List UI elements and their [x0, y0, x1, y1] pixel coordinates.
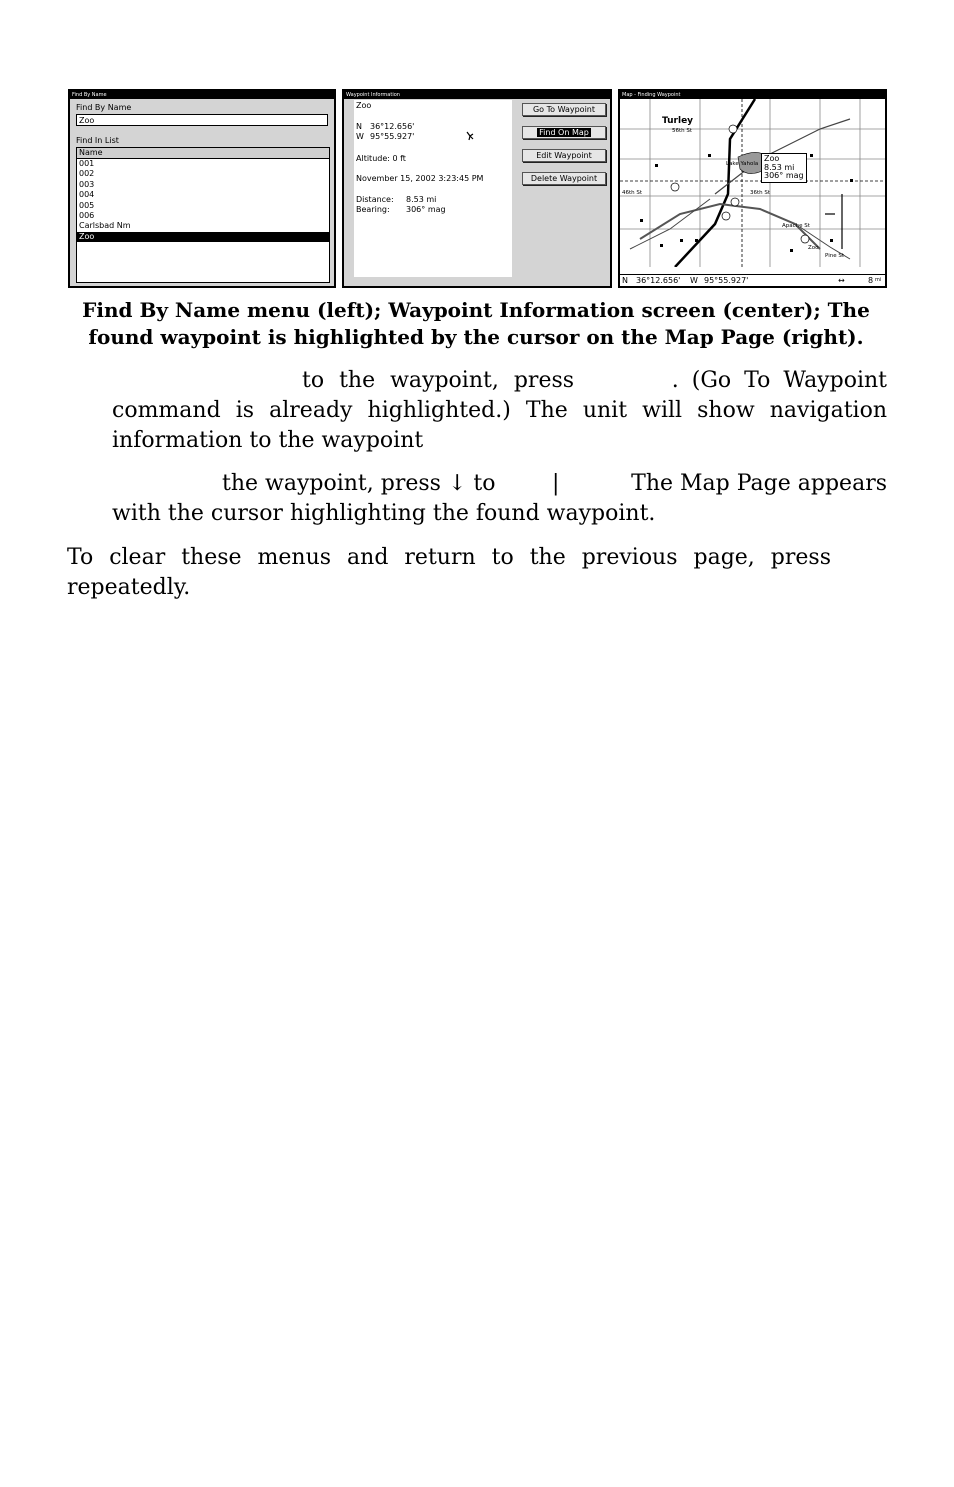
status-n: N [622, 276, 628, 285]
status-latitude: 36°12.656' [636, 276, 681, 285]
street-label: 56th St [672, 128, 693, 134]
list-header: Name [77, 148, 329, 159]
find-in-list-label: Find In List [76, 136, 119, 145]
street-label: Apache St [782, 223, 810, 229]
list-item[interactable]: 001 [79, 159, 95, 168]
street-label: 46th St [622, 190, 643, 196]
street-label: 36th St [750, 190, 771, 196]
waypoint-list [76, 147, 330, 283]
find-by-name-label: Find By Name [76, 103, 132, 112]
latitude: 36°12.656' [370, 122, 415, 131]
screen-title: Waypoint Information [344, 91, 610, 99]
list-item[interactable]: Carlsbad Nm [79, 221, 131, 231]
lon-label: W [356, 132, 364, 141]
street-label: Pine St [825, 253, 844, 259]
zoo-label: Zoo [808, 245, 819, 251]
distance-value: 8.53 mi [406, 195, 437, 204]
bearing-value: 306° mag [406, 205, 446, 214]
map-screen [618, 89, 887, 288]
zoom-level: 8 [868, 276, 874, 285]
longitude: 95°55.927' [370, 132, 415, 141]
list-item-selected[interactable]: Zoo [77, 232, 329, 242]
zoom-arrows-icon: ↔ [838, 276, 845, 285]
lake-label: Lake Yahola [726, 161, 759, 167]
waypoint-symbol-icon [465, 131, 475, 141]
list-item[interactable]: 002 [79, 169, 95, 179]
map-status-bar [620, 274, 885, 286]
status-longitude: 95°55.927' [704, 276, 749, 285]
waypoint-popup [761, 153, 807, 183]
status-w: W [690, 276, 698, 285]
map-canvas[interactable] [620, 99, 885, 267]
paragraph-go-to: to the waypoint, press . (Go To Waypoint command is already highlighted.) The unit will show navigation information to the waypoint [112, 368, 887, 453]
waypoint-name: Zoo [356, 101, 372, 110]
date-time: November 15, 2002 3:23:45 PM [356, 174, 484, 183]
altitude: Altitude: 0 ft [356, 154, 406, 163]
popup-distance: 8.53 mi [764, 162, 795, 172]
distance-label: Distance: [356, 195, 394, 204]
find-by-name-screen [68, 89, 336, 288]
screen-title: Find By Name [70, 91, 334, 99]
waypoint-info-panel [354, 100, 512, 277]
list-item[interactable]: 003 [79, 179, 95, 189]
figure-caption: Find By Name menu (left); Waypoint Information screen (center); The found waypoint is highlighted by the cursor on the Map Page (right). [82, 298, 870, 349]
list-item[interactable]: 004 [79, 190, 95, 200]
lat-label: N [356, 122, 362, 131]
paragraph-clear-menus: To clear these menus and return to the previous page, press repeatedly. [67, 545, 831, 600]
bearing-label: Bearing: [356, 205, 390, 214]
popup-name: Zoo [764, 154, 780, 163]
find-by-name-input[interactable]: Zoo [76, 114, 328, 126]
screen-title: Map - Finding Waypoint [620, 91, 885, 99]
list-item[interactable]: 006 [79, 210, 95, 220]
waypoint-information-screen [342, 89, 612, 288]
delete-waypoint-button[interactable]: Delete Waypoint [522, 172, 606, 185]
edit-waypoint-button[interactable]: Edit Waypoint [522, 149, 606, 162]
go-to-waypoint-button[interactable]: Go To Waypoint [522, 103, 606, 116]
town-label: Turley [662, 116, 694, 126]
list-item[interactable]: 005 [79, 200, 95, 210]
find-on-map-button[interactable]: Find On Map [522, 126, 606, 139]
popup-bearing: 306° mag [764, 171, 804, 180]
zoom-unit: mi [875, 277, 882, 283]
paragraph-find-on-map: the waypoint, press ↓ to | The Map Page appears with the cursor highlighting the found waypoint. [112, 471, 887, 526]
